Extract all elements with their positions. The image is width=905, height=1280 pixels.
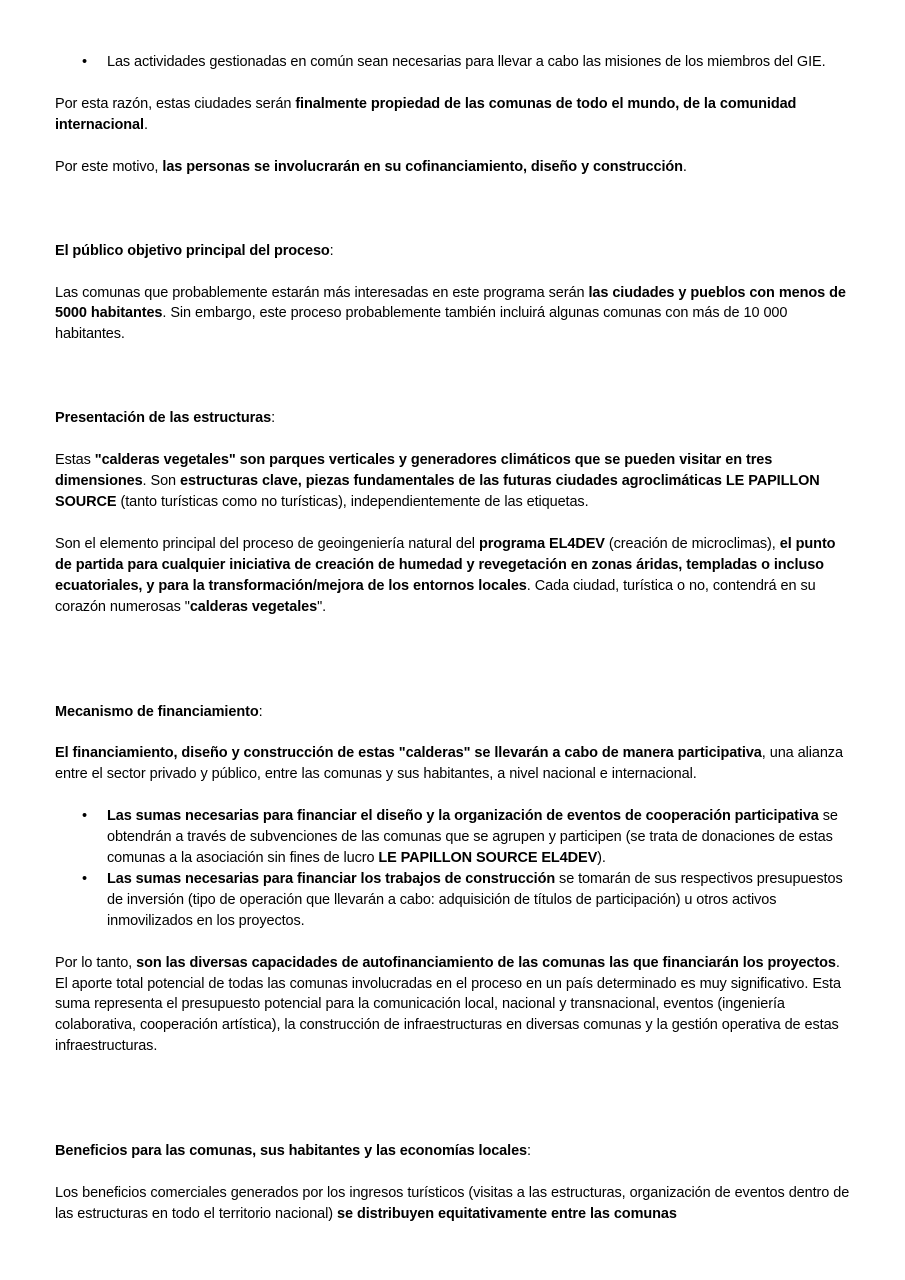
spacer — [55, 73, 850, 94]
heading-text: El público objetivo principal del proceso — [55, 242, 330, 259]
list-item — [55, 806, 850, 869]
list-item-text — [107, 806, 850, 869]
bullet-list-gie — [55, 52, 850, 73]
text-run: . Cada ciudad, turística o no, contendrá en su corazón numerosas " — [55, 577, 816, 615]
text-run: , una alianza entre el sector privado y público, entre las comunas y sus habitantes, a nivel nacional e internacional. — [55, 745, 843, 783]
text-run-bold: son las diversas capacidades de autofinanciamiento de las comunas las que financiarán los proyectos — [136, 954, 836, 971]
spacer — [55, 178, 850, 241]
text-run-bold: programa EL4DEV — [478, 535, 605, 552]
paragraph-por-esta-razon — [55, 94, 850, 136]
text-run: . — [143, 116, 148, 133]
document-body — [55, 52, 850, 1225]
text-run: (tanto turísticas como no turísticas), independientemente de las etiquetas. — [116, 493, 589, 510]
heading-beneficios — [55, 1141, 850, 1162]
text-run-bold: el punto de partida para cualquier iniciativa de creación de humedad y revegetación en zonas áridas, templadas o incluso ecuatoriales, y para la transformación/mejora de los entornos locales — [55, 535, 836, 594]
heading-colon: : — [329, 242, 334, 259]
text-run: . — [682, 158, 687, 175]
spacer — [55, 932, 850, 953]
bullet-icon: • — [82, 870, 87, 887]
text-run-bold: LE PAPILLON SOURCE EL4DEV — [378, 850, 598, 867]
paragraph-por-lo-tanto — [55, 953, 850, 1058]
heading-presentacion-estructuras — [55, 408, 850, 429]
list-item-text — [107, 869, 850, 932]
text-run: ". — [317, 598, 327, 615]
spacer — [55, 136, 850, 157]
text-run: Estas — [55, 452, 95, 469]
spacer — [55, 785, 850, 806]
heading-colon: : — [527, 1143, 531, 1160]
bullet-icon: • — [82, 54, 87, 70]
text-run: Son el elemento principal del proceso de geoingeniería natural del — [55, 535, 479, 552]
spacer — [55, 1162, 850, 1183]
text-run-bold: finalmente propiedad de las comunas de todo el mundo, de la comunidad internacional — [55, 95, 797, 133]
text-run: Las actividades gestionadas en común sean necesarias para llevar a cabo las misiones de los miembros del GIE. — [107, 54, 826, 70]
text-run-bold: Las sumas necesarias para financiar el diseño y la organización de eventos de cooperación participativa — [107, 808, 819, 825]
paragraph-por-este-motivo — [55, 157, 850, 178]
heading-text: Presentación de las estructuras — [55, 410, 272, 427]
list-item-text — [107, 52, 850, 73]
text-run-bold: El financiamiento, diseño y construcción de estas "calderas" se llevarán a cabo de manera participativa — [55, 745, 762, 762]
spacer — [55, 618, 850, 702]
text-run-bold: estructuras clave, piezas fundamentales de las futuras ciudades agroclimáticas LE PAPILLON SOURCE — [55, 473, 820, 510]
text-run: Por esta razón, estas ciudades serán — [55, 95, 296, 112]
text-run: ). — [597, 850, 606, 867]
heading-text: Beneficios para las comunas, sus habitantes y las economías locales — [55, 1143, 527, 1160]
heading-colon: : — [258, 703, 263, 720]
text-run: se tomarán de sus respectivos presupuestos de inversión (tipo de operación que llevarán a cabo: adquisición de títulos de participación) u otros activos inmovilizados en los proyectos. — [107, 870, 843, 929]
spacer — [55, 1057, 850, 1141]
text-run-bold: las ciudades y pueblos con menos de 5000 habitantes — [55, 284, 846, 322]
list-item — [55, 869, 850, 932]
heading-publico-objetivo — [55, 241, 850, 262]
paragraph-comunas-interesadas — [55, 283, 850, 346]
text-run-bold: las personas se involucrarán en su cofinanciamiento, diseño y construcción — [162, 158, 683, 175]
text-run: (creación de microclimas), — [604, 535, 780, 552]
text-run: Las comunas que probablemente estarán más interesadas en este programa serán — [55, 284, 589, 301]
text-run-bold: se distribuyen equitativamente entre las comunas — [337, 1206, 677, 1222]
heading-mecanismo-financiamiento — [55, 702, 850, 723]
paragraph-beneficios-comerciales — [55, 1183, 850, 1225]
text-run: Los beneficios comerciales generados por los ingresos turísticos (visitas a las estructuras, organización de eventos dentro de las estructuras en todo el territorio nacional) — [55, 1185, 850, 1222]
spacer — [55, 262, 850, 283]
bullet-icon: • — [82, 808, 87, 825]
text-run-bold: Las sumas necesarias para financiar los trabajos de construcción — [107, 870, 556, 887]
paragraph-geoingenieria — [55, 534, 850, 618]
text-run-bold: calderas vegetales — [189, 598, 318, 615]
spacer — [55, 513, 850, 534]
paragraph-financiamiento-participativo — [55, 743, 850, 785]
text-run: se obtendrán a través de subvenciones de las comunas que se agrupen y participen (se trata de donaciones de estas comunas a la asociación sin fines de lucro — [107, 808, 838, 867]
list-item — [55, 52, 850, 73]
spacer — [55, 345, 850, 408]
heading-colon: : — [271, 410, 276, 427]
paragraph-calderas-vegetales — [55, 450, 850, 513]
text-run: Por este motivo, — [55, 158, 163, 175]
text-run-bold: "calderas vegetales" son parques verticales y generadores climáticos que se pueden visitar en tres dimensiones — [55, 452, 773, 490]
spacer — [55, 429, 850, 450]
spacer — [55, 722, 850, 743]
text-run: . El aporte total potencial de todas las comunas involucradas en el proceso en un país determinado es muy significativo. Esta suma representa el presupuesto potencial para la comunicación local, nacional y transnacional, eventos (ingeniería colaborativa, cooperación artística), la construcción de infraestructuras en diversas comunas y la gestión operativa de estas infraestructuras. — [55, 954, 841, 1055]
heading-text: Mecanismo de financiamiento — [55, 703, 259, 720]
text-run: Por lo tanto, — [55, 954, 137, 971]
text-run: . Son — [142, 473, 181, 490]
text-run: . Sin embargo, este proceso probablemente también incluirá algunas comunas con más de 10 000 habitantes. — [55, 305, 788, 343]
bullet-list-sumas — [55, 806, 850, 931]
